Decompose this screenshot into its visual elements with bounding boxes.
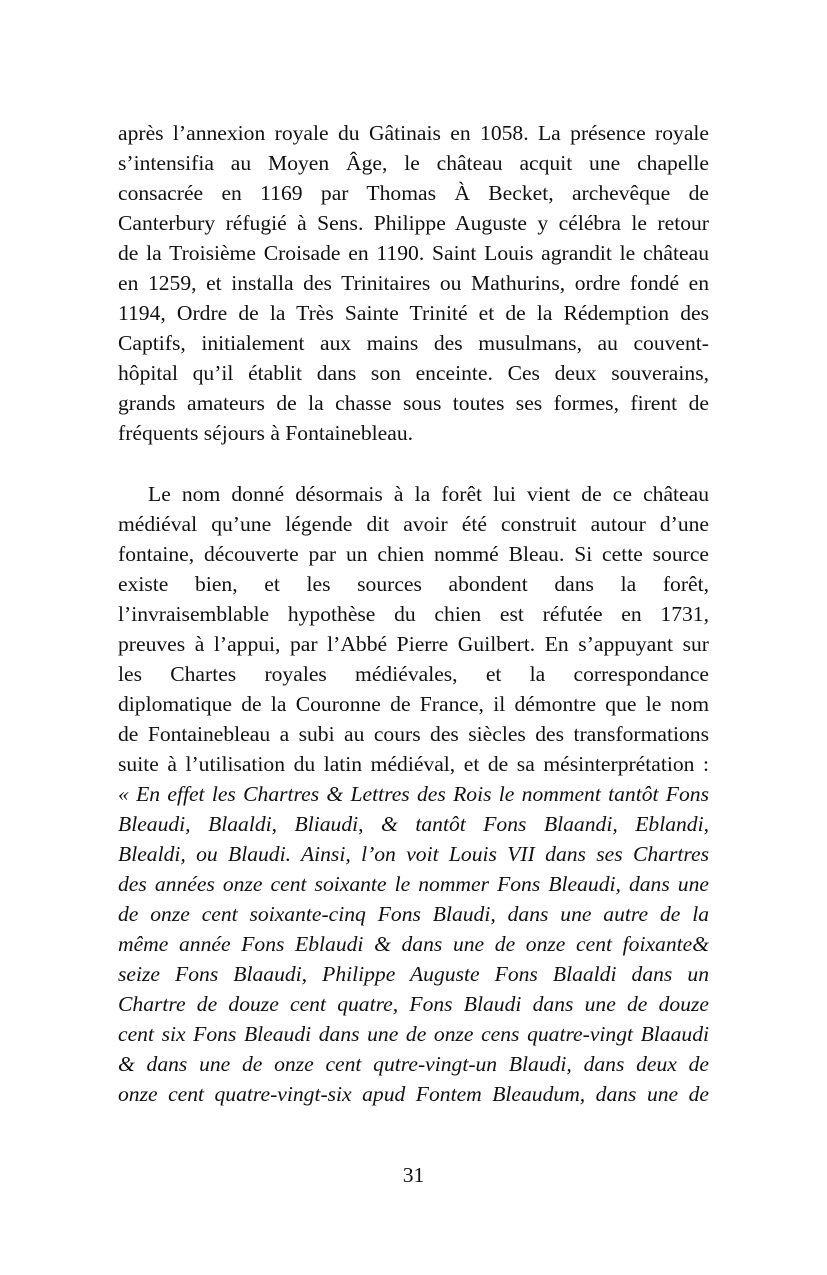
text-line: preuves à l’appui, par l’Abbé Pierre Guilbert. En s’appuyant sur: [118, 632, 709, 656]
quote-line: « En effet les Chartres & Lettres des Rois le nomment tantôt Fons: [118, 782, 709, 806]
quote-line: même année Fons Eblaudi & dans une de onze cent foixante&: [118, 932, 709, 956]
text-line: Le nom donné désormais à la forêt lui vient de ce château: [148, 482, 709, 506]
paragraph-2: [118, 479, 709, 1109]
page-number: 31: [402, 1163, 425, 1187]
text-line: les Chartes royales médiévales, et la correspondance: [118, 662, 709, 686]
text-line: grands amateurs de la chasse sous toutes ses formes, firent de: [118, 391, 709, 415]
text-line: Canterbury réfugié à Sens. Philippe Auguste y célébra le retour: [118, 211, 709, 235]
text-line: médiéval qu’une légende dit avoir été construit autour d’une: [118, 512, 709, 536]
text-line: en 1259, et installa des Trinitaires ou Mathurins, ordre fondé en: [118, 271, 709, 295]
quote-line: de onze cent soixante-cinq Fons Blaudi, dans une autre de la: [118, 902, 709, 926]
text-line: diplomatique de la Couronne de France, il démontre que le nom: [118, 692, 709, 716]
quote-line: des années onze cent soixante le nommer Fons Bleaudi, dans une: [118, 872, 709, 896]
text-line: Captifs, initialement aux mains des musulmans, au couvent-: [118, 331, 709, 355]
text-line: s’intensifia au Moyen Âge, le château acquit une chapelle: [118, 151, 709, 175]
quote-line: cent six Fons Bleaudi dans une de onze cens quatre-vingt Blaaudi: [118, 1022, 709, 1046]
quote-line: Bleaudi, Blaaldi, Bliaudi, & tantôt Fons Blaandi, Eblandi,: [118, 812, 709, 836]
text-line: de la Troisième Croisade en 1190. Saint Louis agrandit le château: [118, 241, 709, 265]
text-line: existe bien, et les sources abondent dans la forêt,: [118, 572, 709, 596]
text-line: fréquents séjours à Fontainebleau.: [118, 421, 414, 445]
text-line: de Fontainebleau a subi au cours des siècles des transformations: [118, 722, 709, 746]
text-line: consacrée en 1169 par Thomas À Becket, archevêque de: [118, 181, 709, 205]
text-line: fontaine, découverte par un chien nommé Bleau. Si cette source: [118, 542, 709, 566]
quote-line: onze cent quatre-vingt-six apud Fontem Bleaudum, dans une de: [118, 1082, 709, 1106]
quote-line: Chartre de douze cent quatre, Fons Blaudi dans une de douze: [118, 992, 709, 1016]
text-line: hôpital qu’il établit dans son enceinte. Ces deux souverains,: [118, 361, 709, 385]
quote-line: Blealdi, ou Blaudi. Ainsi, l’on voit Louis VII dans ses Chartres: [118, 842, 709, 866]
paragraph-1: [118, 118, 709, 448]
text-line: après l’annexion royale du Gâtinais en 1058. La présence royale: [118, 121, 709, 145]
text-line: suite à l’utilisation du latin médiéval, et de sa mésinterprétation :: [118, 752, 709, 776]
text-line: l’invraisemblable hypothèse du chien est réfutée en 1731,: [118, 602, 709, 626]
quote-line: & dans une de onze cent qutre-vingt-un Blaudi, dans deux de: [118, 1052, 709, 1076]
text-line: 1194, Ordre de la Très Sainte Trinité et de la Rédemption des: [118, 301, 709, 325]
quote-line: seize Fons Blaaudi, Philippe Auguste Fons Blaaldi dans un: [118, 962, 709, 986]
